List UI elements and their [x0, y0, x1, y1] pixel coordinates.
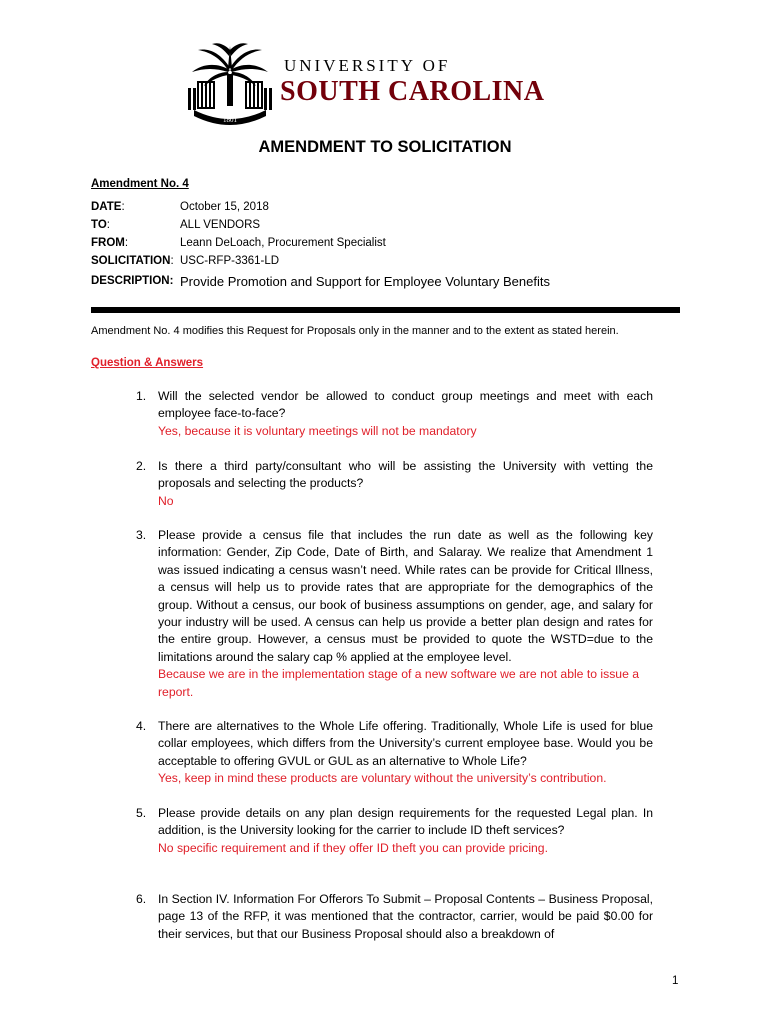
question-text: Please provide details on any plan design requirements for the requested Legal plan. In addition, is the University looking for the carrier to include ID theft services?	[158, 806, 653, 838]
header-value: USC-RFP-3361-LD	[180, 255, 280, 267]
answer-text: No	[158, 493, 174, 508]
logo-university-of: UNIVERSITY OF	[284, 56, 451, 75]
divider-rule	[91, 307, 680, 313]
answer-text: No specific requirement and if they offer ID theft you can provide pricing.	[158, 840, 548, 855]
header-label: TO	[91, 219, 107, 231]
question-text: Will the selected vendor be allowed to conduct group meetings and meet with each employee face-to-face?	[158, 389, 653, 421]
logo-south-carolina: SOUTH CAROLINA	[280, 76, 545, 107]
question-number: 1.	[136, 389, 147, 403]
header-label: DATE	[91, 201, 122, 213]
answer-text: Yes, keep in mind these products are voluntary without the university’s contribution.	[158, 771, 607, 786]
page-title: AMENDMENT TO SOLICITATION	[258, 138, 512, 156]
intro-text: Amendment No. 4 modifies this Request for Proposals only in the manner and to the extent as stated herein.	[91, 325, 619, 337]
question-item	[136, 805, 653, 857]
seal-year: 1801	[223, 116, 237, 124]
question-number: 6.	[136, 892, 147, 906]
qa-heading: Question & Answers	[91, 357, 204, 369]
question-number: 2.	[136, 459, 147, 473]
question-text: Is there a third party/consultant who will be assisting the University with vetting the proposals and selecting the products?	[158, 459, 653, 491]
question-item	[136, 388, 653, 440]
header-label: DESCRIPTION:	[91, 275, 174, 287]
amendment-number: Amendment No. 4	[91, 178, 189, 190]
header-value: ALL VENDORS	[180, 219, 261, 231]
header-value: Provide Promotion and Support for Employee Voluntary Benefits	[180, 274, 550, 289]
question-item	[136, 458, 653, 510]
question-number: 5.	[136, 806, 147, 820]
question-item	[136, 891, 653, 943]
page-number: 1	[672, 975, 679, 987]
answer-text: Yes, because it is voluntary meetings will not be mandatory	[158, 423, 477, 438]
header-label: SOLICITATION	[91, 255, 171, 267]
question-number: 4.	[136, 719, 147, 733]
header-value: October 15, 2018	[180, 201, 269, 213]
header-label: FROM	[91, 237, 125, 249]
question-text: There are alternatives to the Whole Life offering. Traditionally, Whole Life is used for blue collar employees, which differs from the University’s current employee base. Would you be acceptable to offering GVUL or GUL as an alternative to Whole Life?	[158, 719, 653, 768]
question-text: Please provide a census file that includes the run date as well as the following key information: Gender, Zip Code, Date of Birth, and Salaray. We realize that Amendment 1 was issued indicating a census wasn’t need. While rates can be provide for Critical Illness, a census will help us to provide rates that are appropriate for the demographics of the group. Without a census, our book of business assumptions on gender, age, and salary for your industry will be used. A census can help us provide a better plan design and rates for the entire group. However, a census must be provided to quote the WSTD=due to the limitations around the salary cap % applied at the employee level.	[158, 528, 653, 664]
palmetto-seal-icon	[184, 38, 276, 126]
question-number: 3.	[136, 528, 147, 542]
question-item	[136, 527, 653, 701]
question-item	[136, 718, 653, 788]
header-value: Leann DeLoach, Procurement Specialist	[180, 237, 386, 249]
answer-text: Because we are in the implementation stage of a new software we are not able to issue a report.	[158, 667, 640, 699]
university-logo	[184, 38, 584, 128]
question-text: In Section IV. Information For Offerors To Submit – Proposal Contents – Business Proposal, page 13 of the RFP, it was mentioned that the contractor, carrier, would be paid $0.00 for their services, but that our Business Proposal should also a breakdown of	[158, 892, 653, 941]
